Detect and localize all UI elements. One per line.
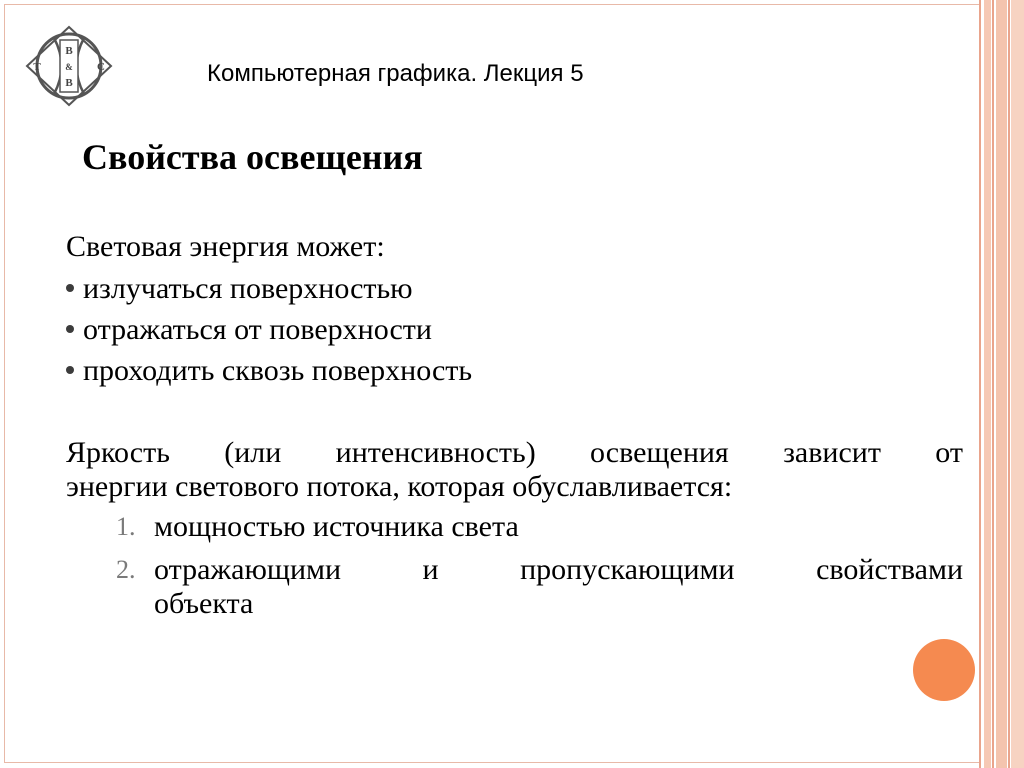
paragraph-line: энергии светового потока, которая обуславливается: [66,470,733,503]
list-item [116,553,963,621]
intro-text: Световая энергия может: [66,230,385,263]
logo-letter-left: T [33,61,41,73]
logo-letter-bottom: B [65,77,73,89]
bullet-text: отражаться от поверхности [83,313,432,346]
bullet-icon [66,325,74,333]
paragraph-line: Яркость (или интенсивность) освещения зависит от [66,436,963,469]
list-number: 1. [116,512,136,541]
bullet-text: проходить сквозь поверхность [83,354,473,387]
list-item [66,313,472,354]
bullet-list [66,272,472,395]
list-item [66,354,472,395]
brightness-paragraph [66,436,963,504]
decorative-stripe [1011,0,1024,768]
course-title: Компьютерная графика. Лекция 5 [207,60,584,87]
decorative-circle [913,639,975,701]
list-item-text: мощностью источника света [154,510,519,543]
decorative-stripe [1008,0,1010,768]
logo [24,24,114,108]
bullet-text: излучаться поверхностью [83,272,413,305]
logo-ampersand: & [65,62,73,72]
logo-letter-top: B [65,45,73,57]
numbered-list [116,510,963,630]
list-number: 2. [116,555,136,584]
decorative-stripe [984,0,991,768]
decorative-stripe [996,0,1007,768]
bullet-icon [66,366,74,374]
slide-title: Свойства освещения [82,137,423,177]
bullet-icon [66,284,74,292]
logo-letter-right: C [97,61,105,73]
list-item [66,272,472,313]
decorative-stripe [979,0,981,768]
list-item-text: отражающими и пропускающими свойствами [154,553,963,586]
list-item-text-continued: объекта [154,587,254,620]
decorative-stripe [992,0,994,768]
list-item [116,510,963,544]
